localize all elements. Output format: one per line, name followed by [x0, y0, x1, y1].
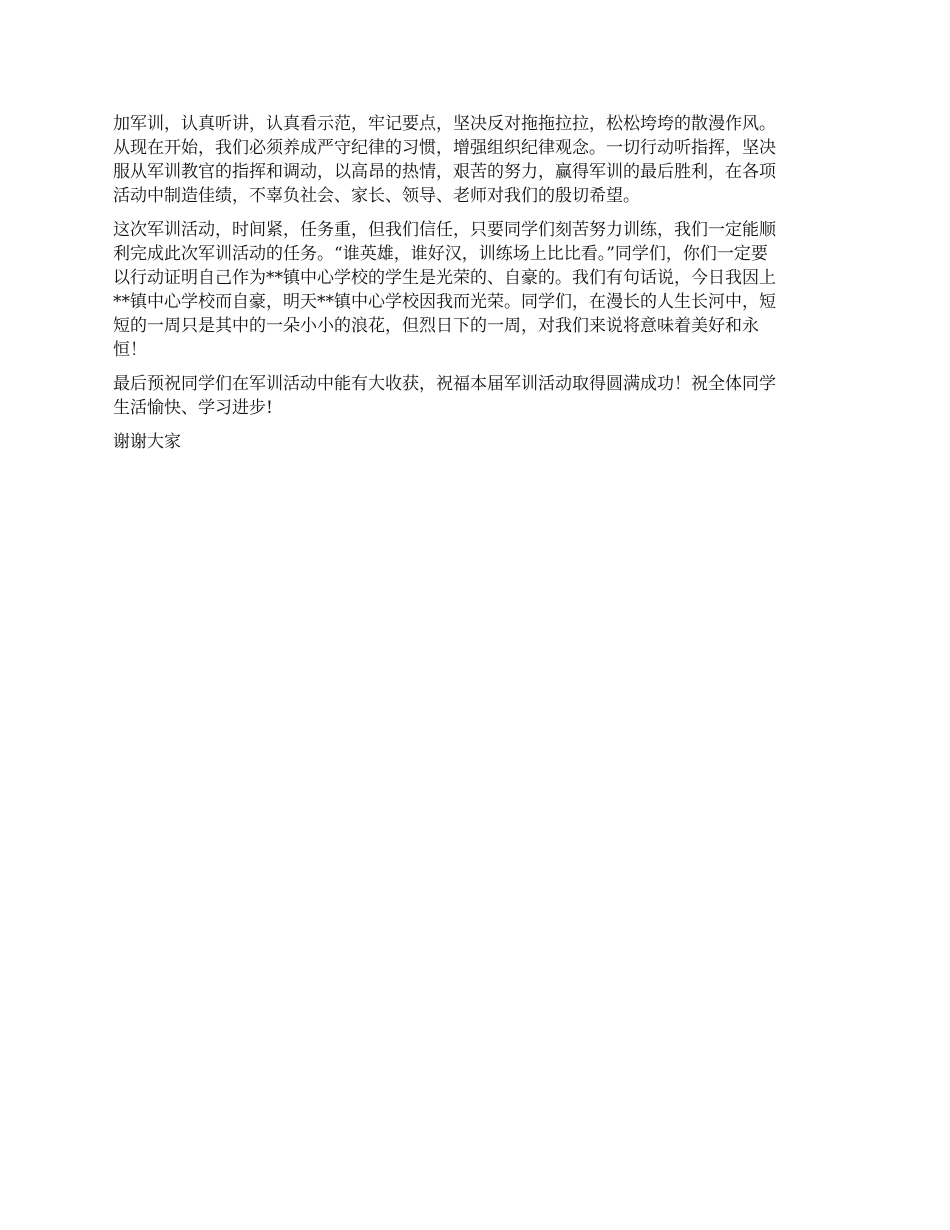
text-line: 服从军训教官的指挥和调动，以高昂的热情，艰苦的努力，赢得军训的最后胜利，在各项	[113, 162, 776, 182]
text-line: 这次军训活动，时间紧，任务重，但我们信任，只要同学们刻苦努力训练，我们一定能顺	[113, 220, 776, 240]
text-line: 从现在开始，我们必须养成严守纪律的习惯，增强组织纪律观念。一切行动听指挥，坚决	[113, 138, 776, 158]
text-line: 活动中制造佳绩，不辜负社会、家长、领导、老师对我们的殷切希望。	[113, 186, 640, 206]
text-line: 最后预祝同学们在军训活动中能有大收获，祝福本届军训活动取得圆满成功！祝全体同学	[113, 374, 776, 394]
paragraph-mission	[113, 218, 841, 362]
text-line: 以行动证明自己作为**镇中心学校的学生是光荣的、自豪的。我们有句话说，今日我因上	[113, 268, 776, 288]
paragraph-discipline	[113, 112, 841, 208]
paragraph-closing	[113, 430, 841, 454]
text-line: 生活愉快、学习进步!	[113, 398, 273, 418]
text-line: 谢谢大家	[113, 432, 181, 452]
text-line: **镇中心学校而自豪，明天**镇中心学校因我而光荣。同学们，在漫长的人生长河中，短	[113, 292, 776, 312]
text-line: 短的一周只是其中的一朵小小的浪花，但烈日下的一周，对我们来说将意味着美好和永	[113, 316, 759, 336]
text-line: 恒！	[113, 340, 147, 360]
document-body	[113, 112, 841, 464]
text-line: 加军训，认真听讲，认真看示范，牢记要点，坚决反对拖拖拉拉，松松垮垮的散漫作风。	[113, 114, 776, 134]
text-line: 利完成此次军训活动的任务。“谁英雄，谁好汉，训练场上比比看。”同学们，你们一定要	[113, 244, 768, 264]
paragraph-wishes	[113, 372, 841, 420]
